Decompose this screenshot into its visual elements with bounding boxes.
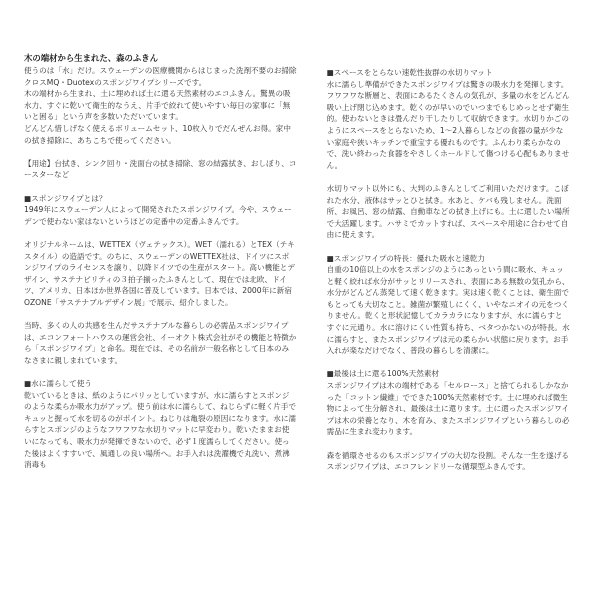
section-body-origin: オリジナルネームは、WETTEX（ヴェテックス）。WET（濡れる）とTEX（テキスタイル）の造語です。のちに、スウェーデンのWETTEX社は、ドイツにスポンジワイプのライセンスを譲り、以降ドイツでの生産がスタート。高い機能とデザイン、サステナビリティの３拍子揃ったふきんとして、現在では北欧、ドイツ、アメリカ、日本ほか世界各国に普及しています。日本では、2000年に新宿OZONE「サステナブルデザイン展」で展示、紹介しました。: [24, 239, 295, 307]
section-body-drying-mat: 水に濡らし準備ができたスポンジワイプは驚きの吸水力を発揮します。フワフワな断層と、表面にあるたくさんの気孔が、多量の水をどんどん吸い上げ閉じ込めます。乾くのが早いのでいつまでもじめっとせず衛生的。使わないときは畳んだり干したりして収納できます。水切りかごのようにスペースをとらないため、1〜2人暮らしなどの食器の量が少ない家庭や狭いキッチンで重宝する優れものです。ふんわり柔らかなので、洗い終わった食器をやさしくホールドして傷つける心配もありません。: [326, 79, 570, 170]
section-body-forest-cycle: 森を循環させるのもスポンジワイプの大切な役割。そんな一生を遂げるスポンジワイプは、エコフレンドリーな循環型ふきんです。: [326, 450, 569, 472]
spacer: [327, 438, 570, 450]
section-body-other-uses: 水切りマット以外にも、大判のふきんとしてご利用いただけます。こぼれた水分、液体はサッとひと拭き。水あと、ケバも残しません。洗面所、お風呂、窓の結露、自動車などの拭き上げにも。土に還したい場所で大活躍します。ハサミでカットすれば、スペースや用途に合わせて自由に使えます。: [326, 183, 570, 240]
section-body-natural-material: スポンジワイプは木の端材である「セルロース」と捨てられるしかなかった「コットン繊維」でできた100%天然素材です。土に埋めれば微生物によって生分解され、最後は土に還ります。土に還ったスポンジワイプは木の栄養となり、木を育み、またスポンジワイプという暮らしの必需品に生まれ変わります。: [326, 381, 570, 437]
usage-text: 【用途】台拭き、シンク回り・洗面台の拭き掃除、窓の結露拭き、おしぼり、コースターなど: [24, 158, 297, 180]
section-heading-natural-material: ■最後は土に還る100%天然素材: [326, 369, 440, 379]
section-body-naming: 当時、多くの人の共感を生んだサステナブルな暮らしの必需品スポンジワイプは、エコンフォートハウスの運営会社、イーオクト株式会社がその機能と特徴から「スポンジワイプ」と命名。現在では、その名前が一般名称として日本のみなさまに親しまれています。: [24, 321, 297, 365]
spacer: [327, 241, 570, 253]
spacer: [24, 227, 297, 239]
spacer: [24, 308, 297, 320]
section-body-features: 自重の10倍以上の水をスポンジのようにあっという間に吸水、キュッと軽く絞れば水分がサッとリリースされ、表面にある無数の気孔から、水分がどんどん蒸発して速く乾きます。実は速く乾くことは、衛生面でもとっても大切なこと。雑菌が繁殖しにくく、いやなニオイの元をつくりません。乾くと形状記憶してカラカラになりますが、水に濡らすとすぐに元通り。水に溶けにくい性質も持ち、ベタつかないのが特長。水に濡らすと、またスポンジワイプは元の柔らかい状態に戻ります。お手入れが楽なだけでなく、普段の暮らしを清潔に。: [326, 265, 570, 356]
spacer: [24, 146, 297, 158]
intro-text: 使うのは「水」だけ。スウェーデンの医療機関からはじまった洗剤不要のお掃除クロスMQ・Duotexのスポンジワイプシリーズです。 木の端材から生まれ、土に埋めれば土に還る天然素材のエコふきん。驚異の吸水力、すぐに乾いて衛生的なうえ、片手で絞れて使いやすい毎日の家事に「無いと困る」という声を多数いただいています。 どんどん惜しげなく使えるボリュームセット、10枚入りでだんぜんお得。家中の拭き掃除に、あちこちで使ってください。: [24, 66, 297, 145]
right-column: [327, 67, 570, 600]
section-body-wet-use: 乾いているときは、紙のようにパリッとしていますが、水に濡らすとスポンジのような柔らか吸水力がアップ。使う前は水に濡らして、ねじらずに軽く片手でキュッと握って水を切るのがポイント。ねじりは亀裂の原因になります。水に濡らすとスポンジのようなフワフワな水切りマットに早変わり。乾いたままお使いになっても、吸水力が発揮できないので、必ず１度濡らしてください。使った後はよくすすいで、風通しの良い場所へ。お手入れは洗濯機で丸洗い、煮沸消毒も: [24, 390, 297, 470]
section-heading-features: ■スポンジワイプの特長：優れた吸水と速乾力: [326, 253, 486, 263]
spacer: [24, 366, 297, 378]
section-heading-what-is: ■スポンジワイプとは？: [24, 193, 107, 203]
section-heading-drying-mat: ■スペースをとらない速乾性抜群の水切りマット: [326, 68, 493, 77]
section-heading-wet-use: ■水に濡らして使う: [24, 379, 92, 389]
spacer: [327, 171, 570, 183]
spacer: [327, 357, 570, 369]
page-title: 木の端材から生まれた、森のふきん: [24, 53, 158, 63]
left-column: [24, 52, 297, 600]
spacer: [24, 181, 297, 193]
section-body-what-is: 1949年にスウェーデン人によって開発されたスポンジワイプ。今や、スウェーデンで使わない家はないというほどの定番中の定番ふきんです。: [24, 205, 292, 226]
